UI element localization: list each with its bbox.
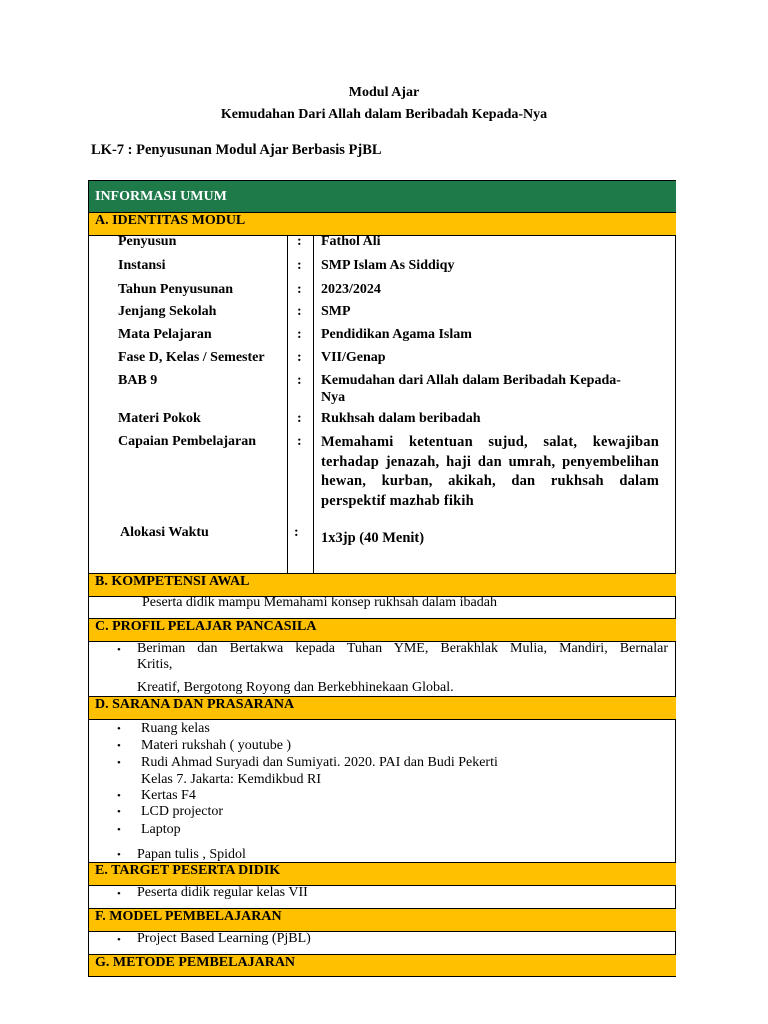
sarana-item: Rudi Ahmad Suryadi dan Sumiyati. 2020. PAI dan Budi Pekerti <box>141 755 498 770</box>
document-subtitle: Kemudahan Dari Allah dalam Beribadah Kepada-Nya <box>220 107 548 122</box>
label-bab: BAB 9 <box>118 373 158 388</box>
label-jenjang-sekolah: Jenjang Sekolah <box>118 304 217 319</box>
bullet-icon: • <box>117 740 121 752</box>
sarana-item: Ruang kelas <box>141 721 210 736</box>
bullet-icon: • <box>117 849 121 861</box>
identitas-divider-left <box>287 236 288 573</box>
profil-line-3: Kreatif, Bergotong Royong dan Berkebhinekaan Global. <box>137 680 454 695</box>
section-identitas-modul: A. IDENTITAS MODUL <box>89 213 676 236</box>
value-bab: Kemudahan dari Allah dalam Beribadah Kepada- <box>321 373 621 388</box>
colon: : <box>297 258 302 273</box>
kompetensi-awal-text: Peserta didik mampu Memahami konsep rukhsah dalam ibadah <box>142 595 497 610</box>
value-fase-kelas-semester: VII/Genap <box>321 350 386 365</box>
section-kompetensi-awal: B. KOMPETENSI AWAL <box>89 573 676 597</box>
lk-heading: LK-7 : Penyusunan Modul Ajar Berbasis PjBL <box>91 142 382 158</box>
sarana-item: Laptop <box>141 822 181 837</box>
value-capaian-pembelajaran: Memahami ketentuan sujud, salat, kewajiban terhadap jenazah, haji dan umrah, penyembelihan hewan, kurban, akikah, dan rukhsah dalam perspektif mazhab fikih <box>321 434 659 509</box>
bullet-icon: • <box>117 824 121 836</box>
bullet-icon: • <box>117 644 121 656</box>
section-sarana-prasarana: D. SARANA DAN PRASARANA <box>89 696 676 720</box>
label-capaian-pembelajaran: Capaian Pembelajaran <box>118 434 257 449</box>
bullet-icon: • <box>117 757 121 769</box>
bullet-icon: • <box>117 723 121 735</box>
sarana-item: Papan tulis , Spidol <box>137 847 246 862</box>
target-item: Peserta didik regular kelas VII <box>137 885 308 900</box>
value-alokasi-waktu: 1x3jp (40 Menit) <box>321 530 425 546</box>
value-bab-continued: Nya <box>321 390 346 405</box>
section-metode-pembelajaran: G. METODE PEMBELAJARAN <box>89 954 676 976</box>
bullet-icon: • <box>117 888 121 900</box>
colon: : <box>297 282 302 297</box>
profil-line-2: Kritis, <box>137 657 173 672</box>
colon: : <box>297 350 302 365</box>
sarana-item: Kertas F4 <box>141 788 196 803</box>
model-item: Project Based Learning (PjBL) <box>137 931 311 946</box>
colon: : <box>294 525 299 540</box>
label-penyusun: Penyusun <box>118 234 177 249</box>
label-tahun-penyusunan: Tahun Penyusunan <box>118 282 234 297</box>
bullet-icon: • <box>117 790 121 802</box>
section-profil-pelajar-pancasila: C. PROFIL PELAJAR PANCASILA <box>89 618 676 642</box>
bullet-icon: • <box>117 934 121 946</box>
sarana-item: Materi rukshah ( youtube ) <box>141 738 292 753</box>
colon: : <box>297 411 302 426</box>
label-alokasi-waktu: Alokasi Waktu <box>120 525 209 540</box>
colon: : <box>297 434 302 449</box>
value-penyusun: Fathol Ali <box>321 234 381 249</box>
colon: : <box>297 327 302 342</box>
bullet-icon: • <box>117 806 121 818</box>
value-mata-pelajaran: Pendidikan Agama Islam <box>321 327 472 342</box>
section-model-pembelajaran: F. MODEL PEMBELAJARAN <box>89 908 676 932</box>
label-instansi: Instansi <box>118 258 166 273</box>
value-materi-pokok: Rukhsah dalam beribadah <box>321 411 481 426</box>
section-target-peserta-didik: E. TARGET PESERTA DIDIK <box>89 862 676 886</box>
sarana-item: LCD projector <box>141 804 224 819</box>
section-informasi-umum: INFORMASI UMUM <box>89 181 676 213</box>
label-mata-pelajaran: Mata Pelajaran <box>118 327 212 342</box>
colon: : <box>297 304 302 319</box>
document-title: Modul Ajar <box>348 85 420 100</box>
profil-line-1: Beriman dan Bertakwa kepada Tuhan YME, Berakhlak Mulia, Mandiri, Bernalar <box>137 641 668 656</box>
sarana-item-continued: Kelas 7. Jakarta: Kemdikbud RI <box>141 772 322 787</box>
identitas-divider-right <box>313 236 314 573</box>
label-fase-kelas-semester: Fase D, Kelas / Semester <box>118 350 265 365</box>
colon: : <box>297 234 302 249</box>
value-instansi: SMP Islam As Siddiqy <box>321 258 455 273</box>
value-tahun-penyusunan: 2023/2024 <box>321 282 381 297</box>
label-materi-pokok: Materi Pokok <box>118 411 201 426</box>
colon: : <box>297 373 302 388</box>
value-jenjang-sekolah: SMP <box>321 304 351 319</box>
